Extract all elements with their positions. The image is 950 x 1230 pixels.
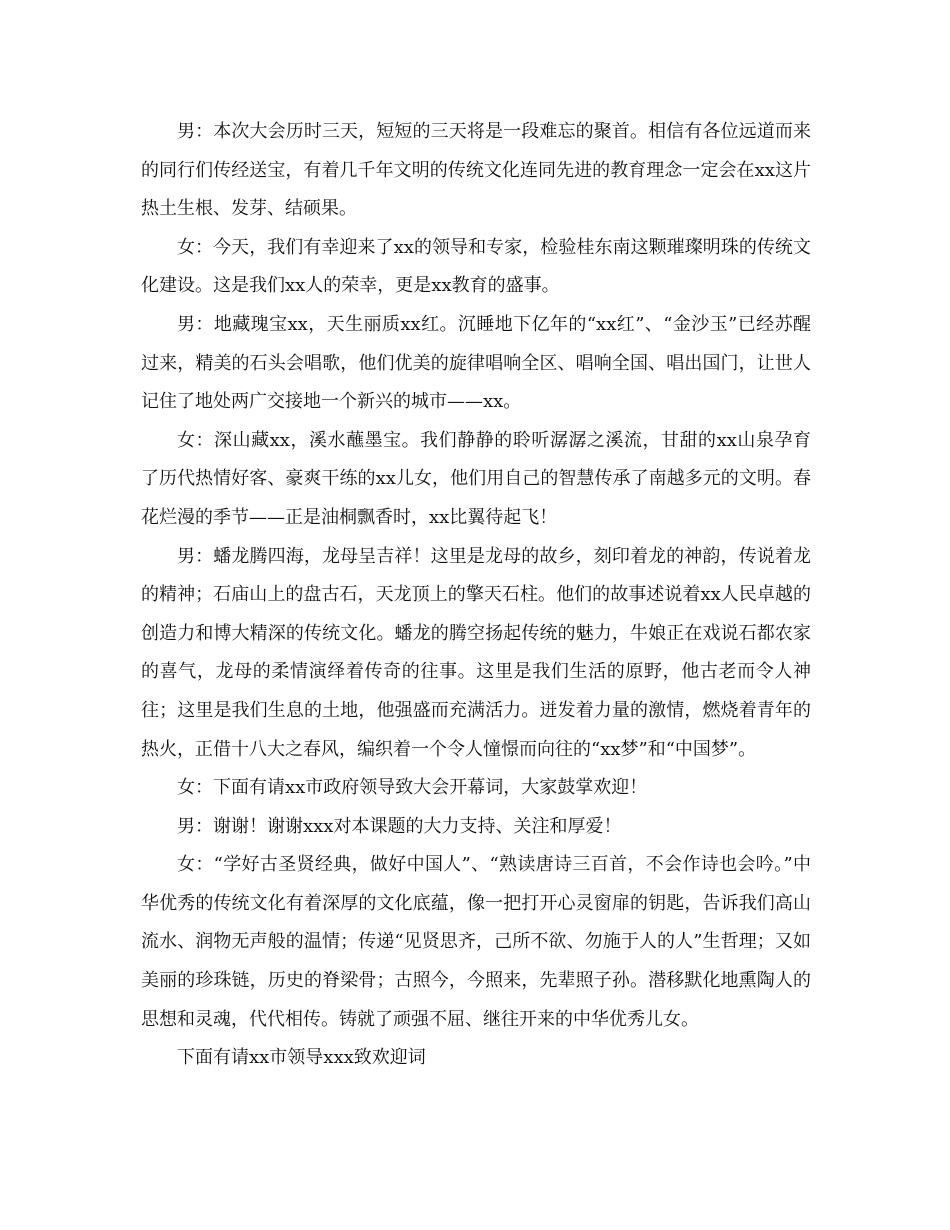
paragraph-4: 女：深山藏xx，溪水蘸墨宝。我们静静的聆听潺潺之溪流，甘甜的xx山泉孕育了历代热情好客、豪爽干练的xx儿女，他们用自己的智慧传承了南越多元的文明。春花烂漫的季节——正是油桐飘香时，xx比翼待起飞！: [141, 429, 811, 528]
paragraph-8: 女：“学好古圣贤经典，做好中国人”、“熟读唐诗三百首，不会作诗也会吟。”中华优秀的传统文化有着深厚的文化底蕴，像一把打开心灵窗扉的钥匙，告诉我们高山流水、润物无声般的温情；传递“见贤思齐，己所不欲、勿施于人的人”生哲理；又如美丽的珍珠链，历史的脊梁骨；古照今，今照来，先辈照子孙。潜移默化地熏陶人的思想和灵魂，代代相传。铸就了顽强不屈、继往开来的中华优秀儿女。: [141, 854, 811, 1030]
paragraph-2: 女：今天，我们有幸迎来了xx的领导和专家，检验桂东南这颗璀璨明珠的传统文化建设。这是我们xx人的荣幸，更是xx教育的盛事。: [141, 236, 811, 297]
paragraph-3: 男：地藏瑰宝xx，天生丽质xx红。沉睡地下亿年的“xx红”、“金沙玉”已经苏醒过来，精美的石头会唱歌，他们优美的旋律唱响全区、唱响全国、唱出国门，让世人记住了地处两广交接地一个新兴的城市——xx。: [141, 313, 811, 413]
paragraph-5: 男：蟠龙腾四海，龙母呈吉祥！这里是龙母的故乡，刻印着龙的神韵，传说着龙的精神；石庙山上的盘古石，天龙顶上的擎天石柱。他们的故事述说着xx人民卓越的创造力和博大精深的传统文化。蟠龙的腾空扬起传统的魅力，牛娘正在戏说石都农家的喜气，龙母的柔情演绎着传奇的往事。这里是我们生活的原野，他古老而令人神往；这里是我们生息的土地，他强盛而充满活力。迸发着力量的激情，燃烧着青年的热火，正借十八大之春风，编织着一个令人憧憬而向往的“xx梦”和“中国梦”。: [141, 545, 811, 760]
paragraph-1: 男：本次大会历时三天，短短的三天将是一段难忘的聚首。相信有各位远道而来的同行们传经送宝，有着几千年文明的传统文化连同先进的教育理念一定会在xx这片热土生根、发芽、结硕果。: [141, 121, 811, 220]
document-body: [141, 113, 811, 1078]
paragraph-6: 女：下面有请xx市政府领导致大会开幕词，大家鼓掌欢迎！: [177, 777, 648, 799]
paragraph-9: 下面有请xx市领导xxx致欢迎词: [177, 1047, 426, 1069]
paragraph-7: 男：谢谢！谢谢xxx对本课题的大力支持、关注和厚爱！: [177, 815, 622, 837]
